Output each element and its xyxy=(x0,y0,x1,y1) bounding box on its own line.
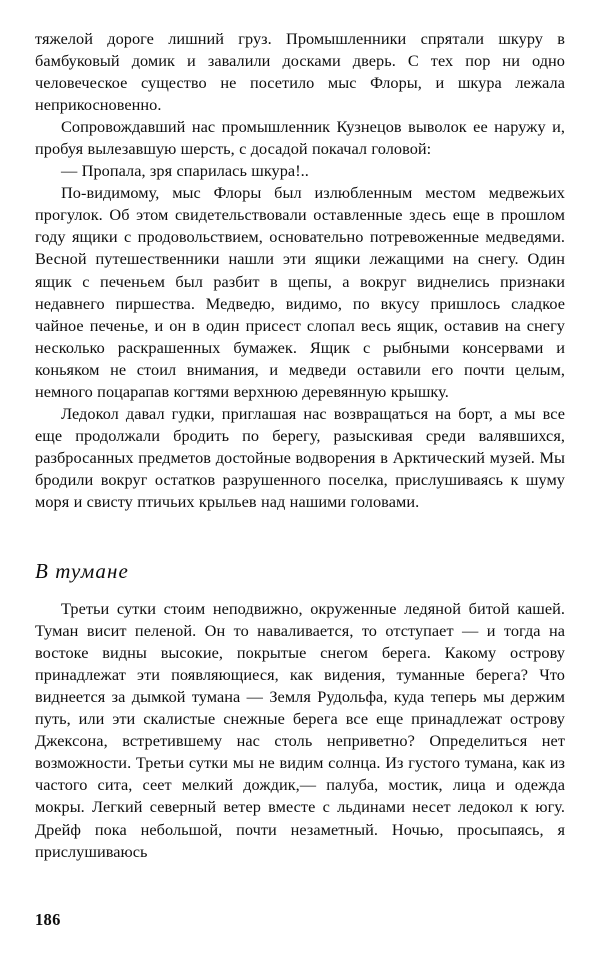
paragraph: Сопровождавший нас промышленник Кузнецов выволок ее наружу и, пробуя вылезавшую шерсть, с досадой покачал головой: xyxy=(35,117,565,159)
paragraph: Ледокол давал гудки, приглашая нас возвращаться на борт, а мы все еще продолжали бродить по берегу, разыскивая среди валявшихся, разбросанных предметов достойные водворения в Арктический музей. Мы бродили вокруг остатков разрушенного поселка, прислушиваясь к шуму моря и свисту птичьих крыльев над нашими головами. xyxy=(35,403,565,511)
section-heading: В тумане xyxy=(35,559,129,584)
paragraph: По-видимому, мыс Флоры был излюбленным местом медвежьих прогулок. Об этом свидетельствовали оставленные здесь еще в прошлом году ящики с продовольствием, основательно потревоженные медведями. Весной путешественники нашли эти ящики лежащими на снегу. Один ящик с печеньем был разбит в щепы, а вокруг виднелись признаки недавнего пиршества. Медведю, видимо, по вкусу пришлось сладкое чайное печенье, и он в один присест слопал весь ящик, оставив на снегу несколько раскрашенных бумажек. Ящик с рыбными консервами и коньяком не стоил внимания, и медведи оставили его почти целым, немного поцарапав когтями верхнюю деревянную крышку. xyxy=(35,183,565,401)
text-column xyxy=(35,28,565,863)
paragraph: Третьи сутки стоим неподвижно, окруженные ледяной битой кашей. Туман висит пеленой. Он то наваливается, то отступает — и тогда на востоке видны высокие, покрытые снегом берега. Какому острову принадлежат эти появляющиеся, как видения, туманные берега? Что виднеется за дымкой тумана — Земля Рудольфа, куда теперь мы держим путь, или эти скалистые снежные берега все еще принадлежат острову Джексона, встретившему нас столь неприветно? Определиться нет возможности. Третьи сутки мы не видим солнца. Из густого тумана, как из частого сита, сеет мелкий дождик,— палуба, мостик, лица и одежда мокры. Легкий северный ветер вместе с льдинами несет ледокол к югу. Дрейф пока небольшой, почти незаметный. Ночью, просыпаясь, я прислушиваюсь xyxy=(35,599,565,861)
paragraph-continuation: тяжелой дороге лишний груз. Промышленники спрятали шкуру в бамбуковый домик и завалили досками дверь. С тех пор ни одно человеческое существо не посетило мыс Флоры, и шкура лежала неприкосновенно. xyxy=(35,29,565,115)
page-number: 186 xyxy=(35,910,61,929)
paragraph-dialogue: — Пропала, зря спарилась шкура!.. xyxy=(61,161,309,181)
